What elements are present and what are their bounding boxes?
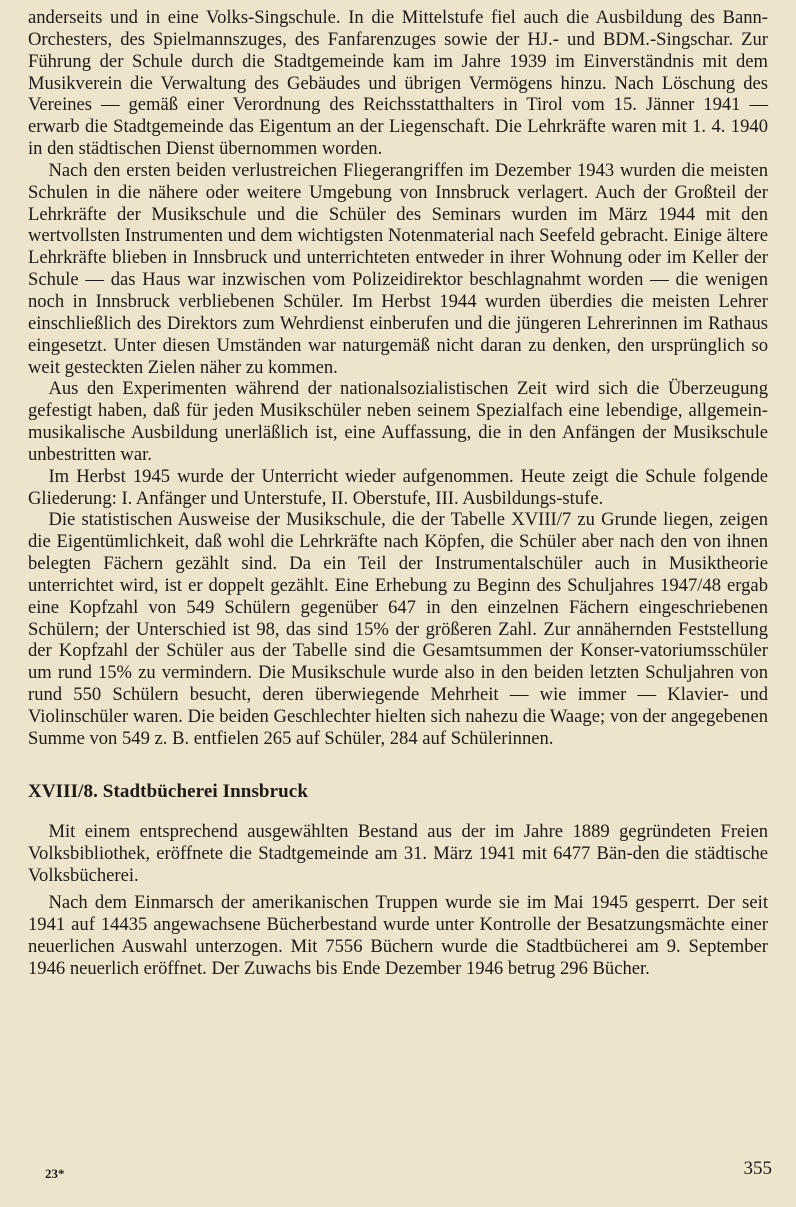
body-paragraph: Im Herbst 1945 wurde der Unterricht wieder aufgenommen. Heute zeigt die Schule folgende Gliederung: I. Anfänger und Unterstufe, II. Oberstufe, III. Ausbildungs-stufe.	[28, 465, 768, 509]
page-number: 355	[743, 1158, 772, 1179]
section-spacer	[28, 804, 768, 821]
library-paragraph: Mit einem entsprechend ausgewählten Bestand aus der im Jahre 1889 gegründeten Freien Volksbibliothek, eröffnete die Stadtgemeinde am 31. März 1941 mit 6477 Bän-den die städtische Volksbücherei.	[28, 820, 768, 887]
library-paragraph: Nach dem Einmarsch der amerikanischen Truppen wurde sie im Mai 1945 gesperrt. Der seit 1941 auf 14435 angewachsene Bücherbestand wurde unter Kontrolle der Besatzungsmächte einer neuerlichen Auswahl unterzogen. Mit 7556 Büchern wurde die Stadtbücherei am 9. September 1946 neuerlich eröffnet. Der Zuwachs bis Ende Dezember 1946 betrug 296 Bücher.	[28, 891, 768, 980]
page-footer	[0, 1158, 796, 1182]
section-spacer	[28, 750, 768, 780]
body-paragraph: Die statistischen Ausweise der Musikschule, die der Tabelle XVIII/7 zu Grunde liegen, zeigen die Eigentümlichkeit, daß wohl die Lehrkräfte nach Köpfen, die Schüler aber nach den von ihnen belegten Fächern gezählt sind. Da ein Teil der Instrumentalschüler auch in Musiktheorie unterrichtet wird, ist er doppelt gezählt. Eine Erhebung zu Beginn des Schuljahres 1947/48 ergab eine Kopfzahl von 549 Schülern gegenüber 647 in den einzelnen Fächern eingeschriebenen Schülern; der Unterschied ist 98, das sind 15% der größeren Zahl. Zur annähernden Feststellung der Kopfzahl der Schüler aus der Tabelle sind die Gesamtsummen der Konser-vatoriumsschüler um rund 15% zu vermindern. Die Musikschule wurde also in den beiden letzten Schuljahren von rund 550 Schülern besucht, deren überwiegende Mehrheit — wie immer — Klavier- und Violinschüler waren. Die beiden Geschlechter hielten sich nahezu die Waage; von der angegebenen Summe von 549 z. B. entfielen 265 auf Schüler, 284 auf Schülerinnen.	[28, 509, 768, 749]
signature-mark: 23*	[45, 1166, 65, 1181]
body-paragraph: Aus den Experimenten während der nationalsozialistischen Zeit wird sich die Überzeugung gefestigt haben, daß für jeden Musikschüler neben seinem Spezialfach eine lebendige, allgemein-musikalische Ausbildung unerläßlich ist, eine Auffassung, die in den Anfängen der Musikschule unbestritten war.	[28, 378, 768, 465]
body-paragraph: Nach den ersten beiden verlustreichen Fliegerangriffen im Dezember 1943 wurden die meisten Schulen in die nähere oder weitere Umgebung von Innsbruck verlagert. Auch der Großteil der Lehrkräfte der Musikschule und die Schüler des Seminars wurden im März 1944 mit den wertvollsten Instrumenten und dem wichtigsten Notenmaterial nach Seefeld gebracht. Einige ältere Lehrkräfte blieben in Innsbruck und unterrichteten entweder in ihrer Wohnung oder im Keller der Schule — das Haus war inzwischen vom Polizeidirektor beschlagnahmt worden — die wenigen noch in Innsbruck verbliebenen Schüler. Im Herbst 1944 wurden überdies die meisten Lehrer einschließlich des Direktors zum Wehrdienst einberufen und die jüngeren Lehrerinnen im Rathaus eingesetzt. Unter diesen Umständen war naturgemäß nicht daran zu denken, den ursprünglich so weit gesteckten Zielen näher zu kommen.	[28, 159, 768, 378]
section-heading: XVIII/8. Stadtbücherei Innsbruck	[28, 780, 308, 802]
body-paragraph: anderseits und in eine Volks-Singschule. In die Mittelstufe fiel auch die Ausbildung des Bann-Orchesters, des Spielmannszuges, des Fanfarenzuges sowie der HJ.- und BDM.-Singschar. Zur Führung der Schule durch die Stadtgemeinde kam im Jahre 1939 im Einverständnis mit dem Musikverein die Verwaltung des Gebäudes und übrigen Vermögens hinzu. Nach Löschung des Vereines — gemäß einer Verordnung des Reichsstatthalters in Tirol vom 15. Jänner 1941 — erwarb die Stadtgemeinde das Eigentum an der Liegenschaft. Die Lehrkräfte waren mit 1. 4. 1940 in den städtischen Dienst übernommen worden.	[28, 7, 768, 160]
